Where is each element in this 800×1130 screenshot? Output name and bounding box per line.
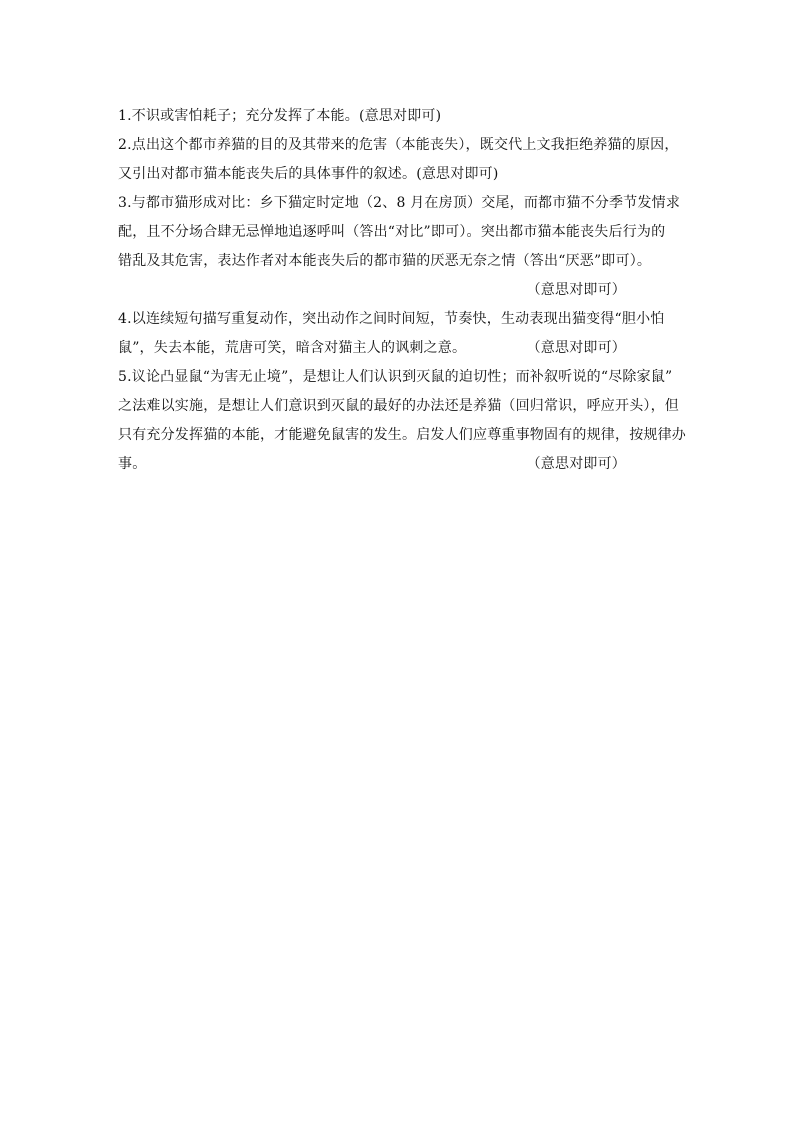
answer-item-5 xyxy=(118,363,686,479)
answer-2-line-1: 2.点出这个都市养猫的目的及其带来的危害（本能丧失），既交代上文我拒绝养猫的原因， xyxy=(118,137,679,153)
answer-4-note: （意思对即可） xyxy=(526,340,626,356)
answer-4-line-1: 4.以连续短句描写重复动作，突出动作之间时间短，节奏快，生动表现出猫变得“胆小怕 xyxy=(118,311,665,327)
answer-item-1 xyxy=(118,102,668,131)
answer-item-2 xyxy=(118,131,679,189)
answer-5-line-3: 只有充分发挥猫的本能，才能避免鼠害的发生。启发人们应尊重事物固有的规律，按规律办 xyxy=(118,427,686,443)
answer-5-line-2: 之法难以实施，是想让人们意识到灭鼠的最好的办法还是养猫（回归常识，呼应开头），但 xyxy=(118,398,679,414)
answer-3-line-2: 配，且不分场合肆无忌惮地追逐呼叫（答出“对比”即可）。突出都市猫本能丧失后行为的 xyxy=(118,224,666,240)
answer-5-last-row xyxy=(118,450,668,479)
answer-5-line-4: 事。 xyxy=(118,456,147,472)
answer-2-line-2: 又引出对都市猫本能丧失后的具体事件的叙述。(意思对即可) xyxy=(118,166,499,182)
answer-4-last-row xyxy=(118,334,668,363)
answer-1-line-1: 1.不识或害怕耗子；充分发挥了本能。(意思对即可) xyxy=(118,108,442,124)
answer-3-line-1: 3.与都市猫形成对比：乡下猫定时定地（2、8 月在房顶）交尾，而都市猫不分季节发情求 xyxy=(118,195,681,211)
answer-item-3 xyxy=(118,189,681,305)
answer-5-note: （意思对即可） xyxy=(526,456,626,472)
answer-4-line-2: 鼠”，失去本能，荒唐可笑，暗含对猫主人的讽刺之意。 xyxy=(118,340,467,356)
answer-item-4 xyxy=(118,305,668,363)
answer-list xyxy=(118,102,686,479)
answer-5-line-1: 5.议论凸显鼠“为害无止境”，是想让人们认识到灭鼠的迫切性；而补叙听说的“尽除家鼠” xyxy=(118,369,673,385)
answer-3-note: （意思对即可） xyxy=(526,282,626,298)
answer-3-line-3: 错乱及其危害，表达作者对本能丧失后的都市猫的厌恶无奈之情（答出“厌恶”即可）。 xyxy=(118,253,652,269)
